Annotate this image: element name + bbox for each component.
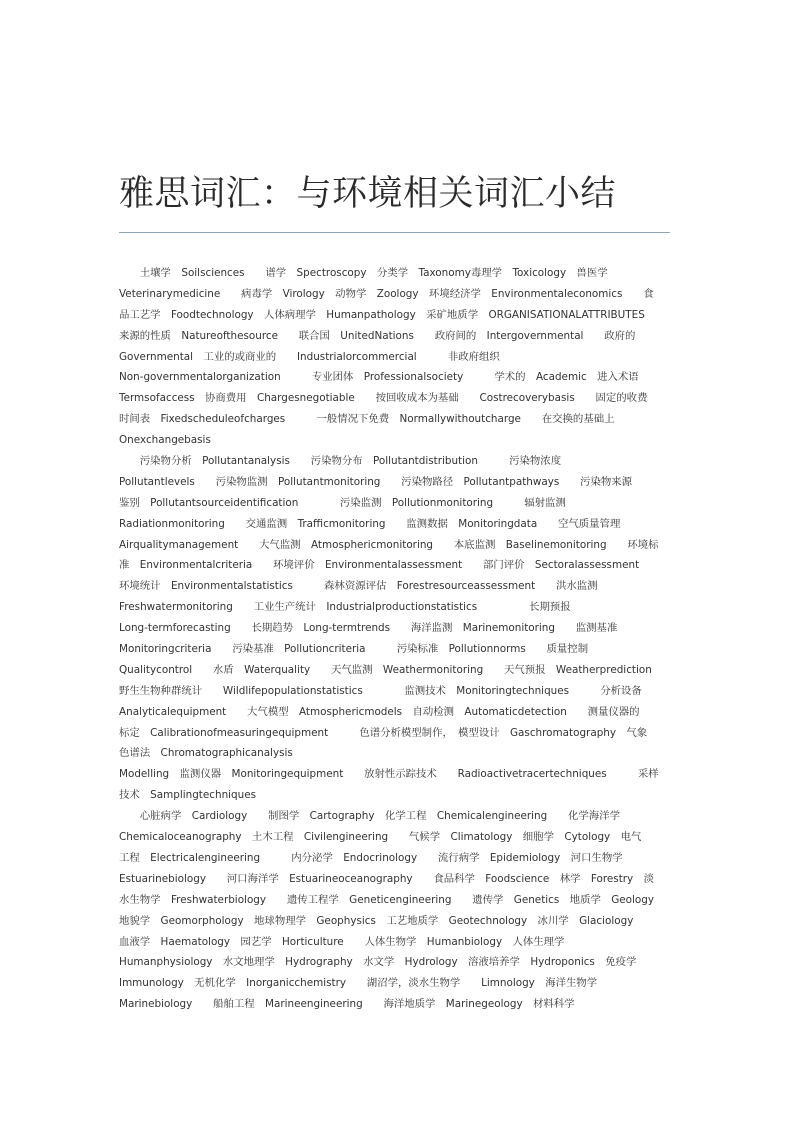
text-line: 来源的性质 Natureofthesource 联合国 UnitedNations 政府间的 Intergovernmental 政府的 xyxy=(119,329,636,342)
text-line: 血液学 Haematology 园艺学 Horticulture 人体生物学 Humanbiology 人体生理学 xyxy=(119,935,565,948)
text-line: Radiationmonitoring 交通监测 Trafficmonitoring 监测数据 Monitoringdata 空气质量管理 xyxy=(119,517,621,530)
text-line: Analyticalequipment 大气模型 Atmosphericmodels 自动检测 Automaticdetection 测量仪器的 xyxy=(119,705,640,718)
text-line: 色谱法 Chromatographicanalysis xyxy=(119,747,293,760)
body-text xyxy=(119,263,679,1015)
text-line: Monitoringcriteria 污染基准 Pollutioncriteria 污染标准 Pollutionnorms 质量控制 xyxy=(119,643,589,656)
text-line: 鉴别 Pollutantsourceidentification 污染监测 Pollutionmonitoring 辐射监测 xyxy=(119,496,566,509)
text-line: Chemicaloceanography 土木工程 Civilengineering 气候学 Climatology 细胞学 Cytology 电气 xyxy=(119,831,642,844)
text-line: 水生物学 Freshwaterbiology 遗传工程学 Geneticengineering 遗传学 Genetics 地质学 Geology xyxy=(119,893,655,906)
text-line: 准 Environmentalcriteria 环境评价 Environmentalassessment 部门评价 Sectoralassessment xyxy=(119,559,640,572)
text-line: 技术 Samplingtechniques xyxy=(119,789,257,802)
text-line: Estuarinebiology 河口海洋学 Estuarineoceanography 食品科学 Foodscience 林学 Forestry 淡 xyxy=(119,872,654,885)
text-line: 地貌学 Geomorphology 地球物理学 Geophysics 工艺地质学 Geotechnology 冰川学 Glaciology xyxy=(119,914,634,927)
text-line: Marinebiology 船舶工程 Marineengineering 海洋地质学 Marinegeology 材料科学 xyxy=(119,998,575,1011)
text-line: Onexchangebasis xyxy=(119,434,211,447)
page-title: 雅思词汇：与环境相关词汇小结 xyxy=(119,174,617,214)
text-line: Humanphysiology 水文地理学 Hydrography 水文学 Hydrology 溶液培养学 Hydroponics 免疫学 xyxy=(119,956,637,969)
text-line: Immunology 无机化学 Inorganicchemistry 湖沼学，淡水生物学 Limnology 海洋生物学 xyxy=(119,977,598,990)
text-line: Airqualitymanagement 大气监测 Atmosphericmonitoring 本底监测 Baselinemonitoring 环境标 xyxy=(119,538,659,551)
text-line: 土壤学 Soilsciences 谱学 Spectroscopy 分类学 Taxonomy毒理学 Toxicology 兽医学 xyxy=(119,267,608,279)
text-line: 环境统计 Environmentalstatistics 森林资源评估 Forestresourceassessment 洪水监测 xyxy=(119,580,598,593)
text-line: Non-governmentalorganization 专业团体 Professionalsociety 学术的 Academic 进入术语 xyxy=(119,371,639,384)
text-line: Termsofaccess 协商费用 Chargesnegotiable 按回收成本为基础 Costrecoverybasis 固定的收费 xyxy=(119,392,648,405)
text-line: Freshwatermonitoring 工业生产统计 Industrialproductionstatistics 长期预报 xyxy=(119,601,571,614)
text-line: Modelling 监测仪器 Monitoringequipment 放射性示踪技术 Radioactivetracertechniques 采样 xyxy=(119,768,659,781)
text-line: 工程 Electricalengineering 内分泌学 Endocrinology 流行病学 Epidemiology 河口生物学 xyxy=(119,851,623,864)
text-line: 污染物分析 Pollutantanalysis 污染物分布 Pollutantdistribution 污染物浓度 xyxy=(119,455,562,468)
text-line: 野生生物种群统计 Wildlifepopulationstatistics 监测技术 Monitoringtechniques 分析设备 xyxy=(119,684,642,697)
text-line: 时间表 Fixedscheduleofcharges 一般情况下免费 Normallywithoutcharge 在交换的基础上 xyxy=(119,413,615,426)
title-divider xyxy=(119,232,670,233)
text-line: 品工艺学 Foodtechnology 人体病理学 Humanpathology 采矿地质学 ORGANISATIONALATTRIBUTES xyxy=(119,308,645,321)
text-line: Governmental 工业的或商业的 Industrialorcommercial 非政府组织 xyxy=(119,350,500,363)
text-line: Pollutantlevels 污染物监测 Pollutantmonitoring 污染物路径 Pollutantpathways 污染物来源 xyxy=(119,475,633,488)
text-line: Qualitycontrol 水盾 Waterquality 天气监测 Weathermonitoring 天气预报 Weatherprediction xyxy=(119,663,652,676)
text-line: Long-termforecasting 长期趋势 Long-termtrends 海洋监测 Marinemonitoring 监测基准 xyxy=(119,622,618,635)
text-line: 心脏病学 Cardiology 制图学 Cartography 化学工程 Chemicalengineering 化学海洋学 xyxy=(119,810,620,823)
text-line: 标定 Calibrationofmeasuringequipment 色谱分析模型制作， 模型设计 Gaschromatography 气象 xyxy=(119,726,648,739)
text-line: Veterinarymedicine 病毒学 Virology 动物学 Zoology 环境经济学 Environmentaleconomics 食 xyxy=(119,287,654,300)
